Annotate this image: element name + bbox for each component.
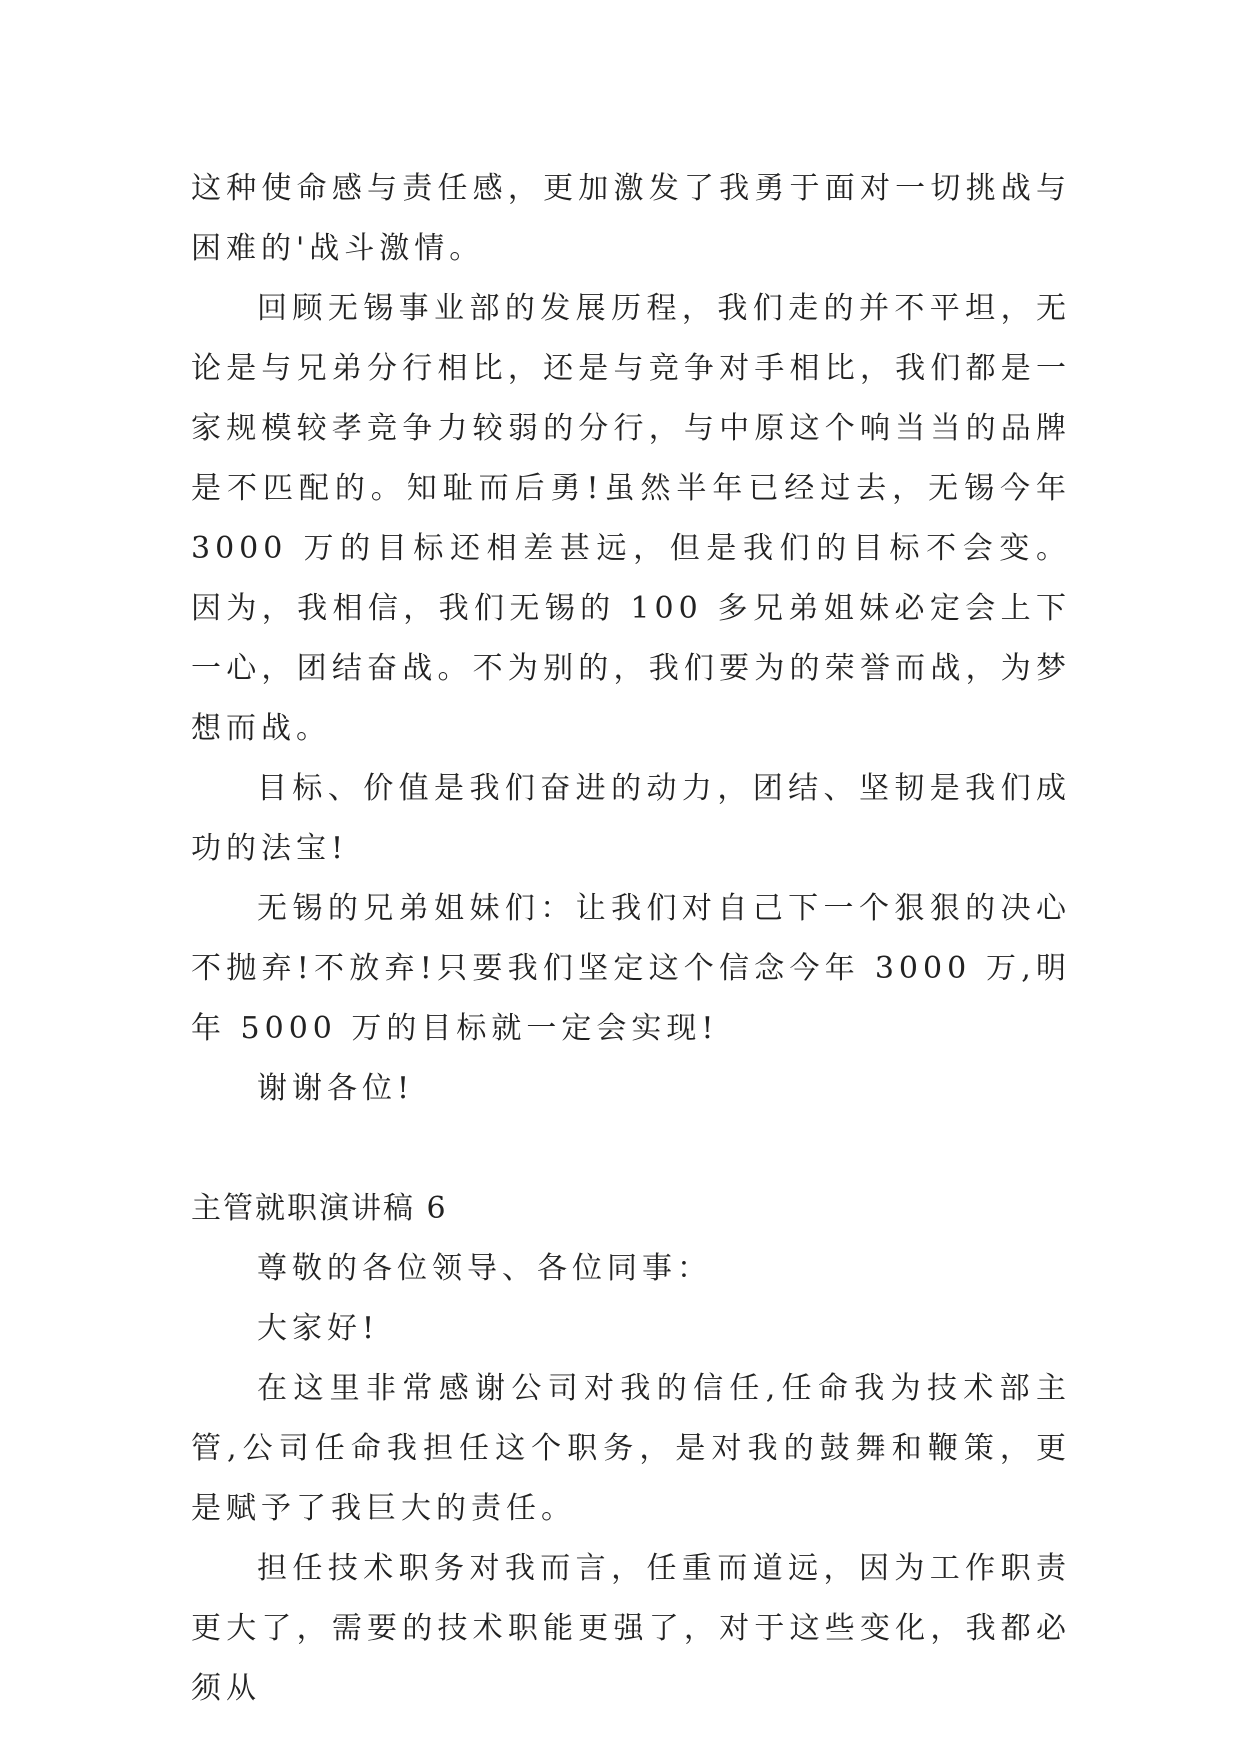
paragraph-goals-values: 目标、价值是我们奋进的动力，团结、坚韧是我们成功的法宝!: [191, 771, 1071, 866]
paragraph-responsibility: 担任技术职务对我而言，任重而道远，因为工作职责更大了，需要的技术职能更强了，对于这些变化，我都必须从: [191, 1551, 1071, 1706]
paragraph-wuxi-history: 回顾无锡事业部的发展历程，我们走的并不平坦，无论是与兄弟分行相比，还是与竞争对手相比，我们都是一家规模较孝竞争力较弱的分行，与中原这个响当当的品牌是不匹配的。知耻而后勇!虽然半年已经过去，无锡今年 3000 万的目标还相差甚远，但是我们的目标不会变。因为，我相信，我们无锡的 100 多兄弟姐妹必定会上下一心，团结奋战。不为别的，我们要为的荣誉而战，为梦想而战。: [191, 291, 1071, 746]
section-spacer: [191, 1119, 1071, 1179]
paragraph-salutation: 尊敬的各位领导、各位同事：: [257, 1251, 712, 1286]
paragraph-call-to-action: 无锡的兄弟姐妹们：让我们对自己下一个狠狠的决心不抛弃!不放弃!只要我们坚定这个信念今年 3000 万,明年 5000 万的目标就一定会实现!: [191, 891, 1071, 1046]
paragraph-greeting: 大家好!: [257, 1311, 380, 1346]
section-title: 主管就职演讲稿 6: [191, 1191, 448, 1226]
paragraph-thanks: 谢谢各位!: [257, 1071, 415, 1106]
document-body: [191, 159, 1071, 1719]
paragraph-appointment: 在这里非常感谢公司对我的信任,任命我为技术部主管,公司任命我担任这个职务，是对我的鼓舞和鞭策，更是赋予了我巨大的责任。: [191, 1371, 1071, 1526]
paragraph-continuation: 这种使命感与责任感，更加激发了我勇于面对一切挑战与困难的'战斗激情。: [191, 171, 1071, 266]
